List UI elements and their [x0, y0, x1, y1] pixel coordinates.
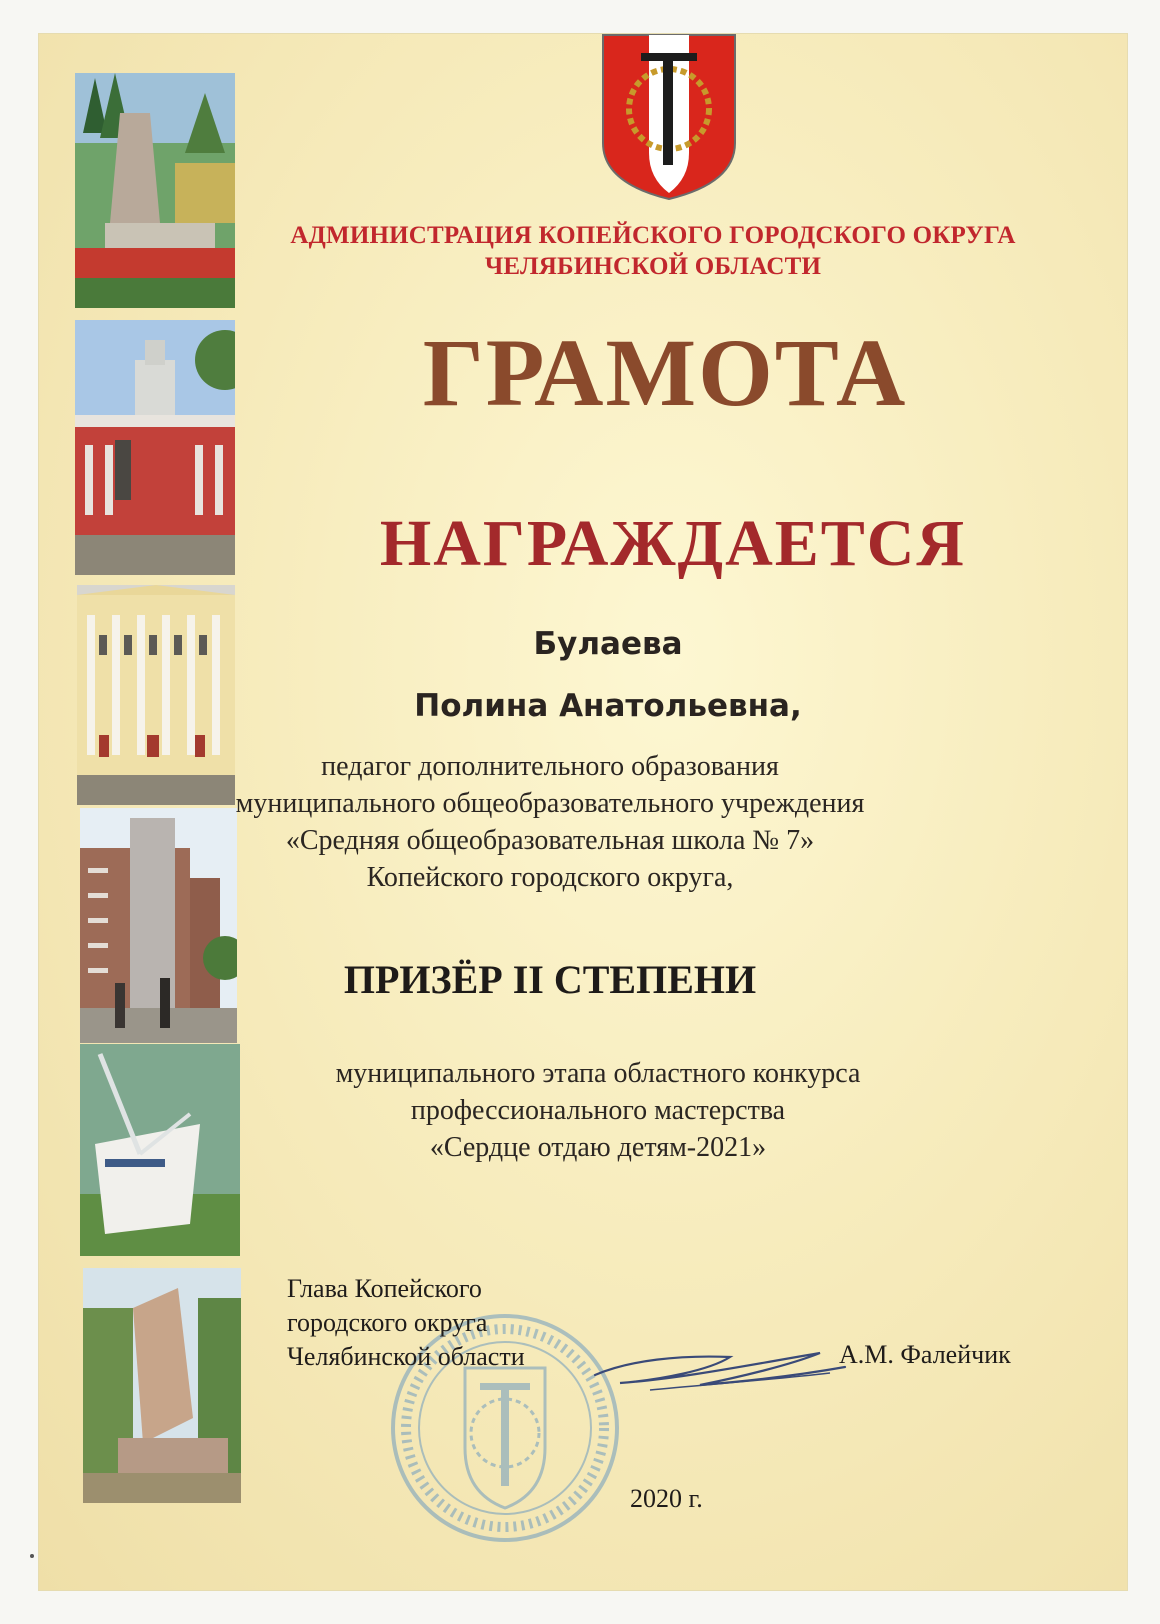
position-line: «Средняя общеобразовательная школа № 7»: [285, 825, 815, 856]
contest-line: муниципального этапа областного конкурса: [335, 1058, 861, 1089]
issuer-heading: [73, 220, 1160, 282]
signatory-title: [287, 1272, 525, 1374]
handwritten-signature-icon: [590, 1335, 850, 1415]
issue-year: 2020 г.: [630, 1484, 703, 1513]
issuer-line-1: АДМИНИСТРАЦИЯ КОПЕЙСКОГО ГОРОДСКОГО ОКРУГА: [290, 222, 1016, 249]
scan-speck: [30, 1554, 34, 1558]
signatory-line: городского округа: [287, 1308, 488, 1337]
contest-description: [148, 1055, 1048, 1166]
prize-level: ПРИЗЁР II СТЕПЕНИ: [343, 957, 757, 1002]
position-line: муниципального общеобразовательного учреждения: [235, 788, 865, 819]
coat-of-arms-icon: [601, 33, 737, 201]
recipient-given-names: Полина Анатольевна,: [414, 688, 802, 724]
certificate-title: ГРАМОТА: [422, 319, 908, 426]
signatory-name: А.М. Фалейчик: [839, 1340, 1011, 1369]
recipient-position: [100, 748, 1000, 896]
contest-line: профессионального мастерства: [410, 1095, 786, 1126]
issuer-line-2: ЧЕЛЯБИНСКОЙ ОБЛАСТИ: [484, 253, 822, 280]
signatory-line: Глава Копейского: [287, 1274, 482, 1303]
recipient-surname: Булаева: [533, 626, 683, 662]
signatory-line: Челябинской области: [287, 1342, 525, 1371]
contest-line: «Сердце отдаю детям-2021»: [429, 1132, 767, 1163]
position-line: педагог дополнительного образования: [321, 751, 779, 782]
awarded-heading: НАГРАЖДАЕТСЯ: [379, 507, 967, 580]
position-line: Копейского городского округа,: [366, 862, 734, 893]
photo-sculpture: [83, 1268, 241, 1503]
